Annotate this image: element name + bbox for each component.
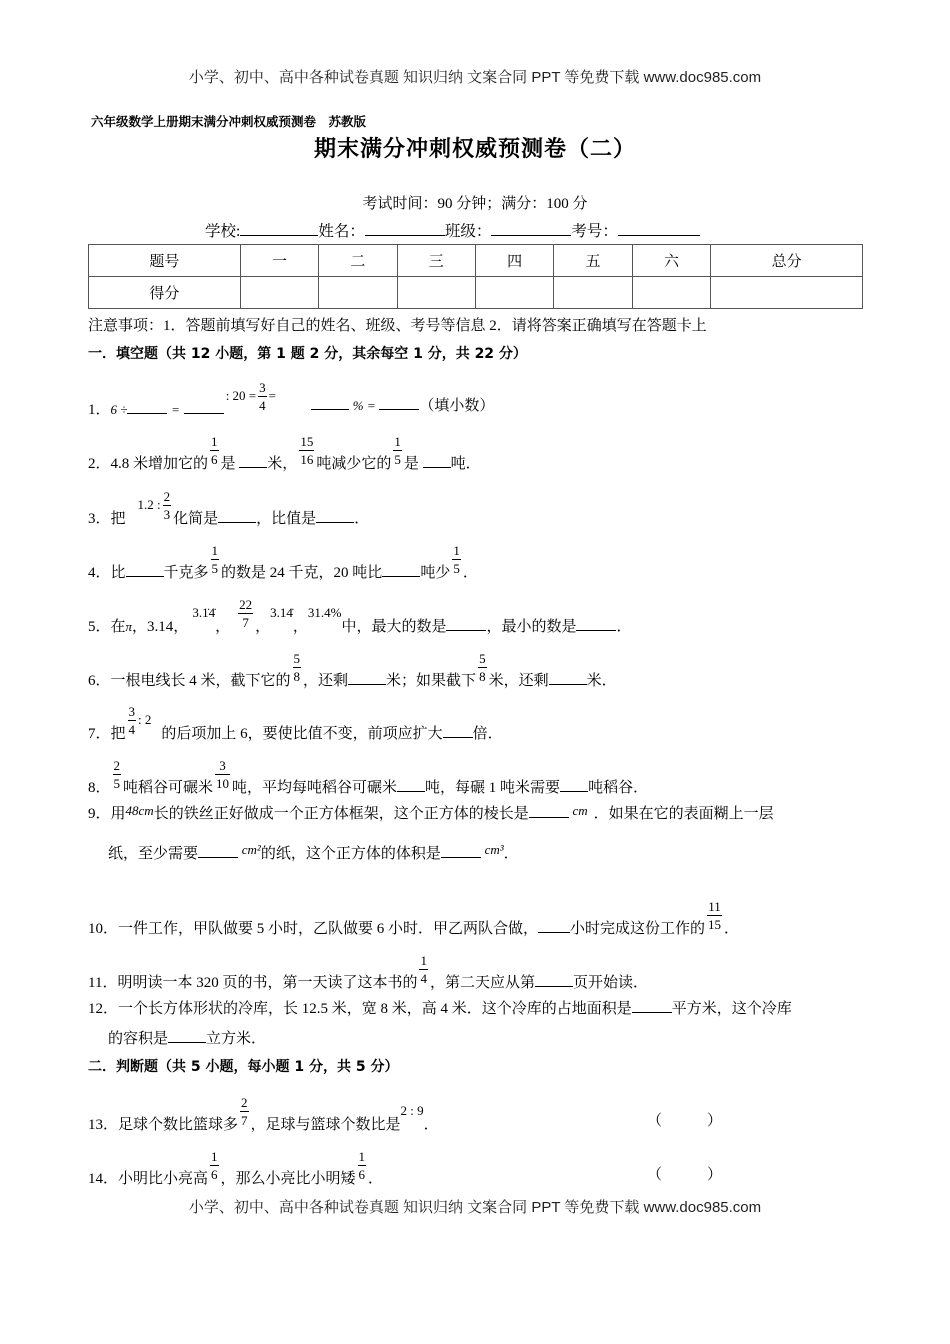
q7-frac-den: 4: [128, 722, 136, 737]
exam-time: 考试时间：90 分钟；满分：100 分: [362, 196, 588, 212]
score-header-cell: 六: [632, 245, 710, 277]
q1-blank-2[interactable]: [184, 413, 224, 414]
q13-frac-num: 2: [241, 1095, 248, 1110]
q5-repeating-1: 3.1̇4̇: [192, 604, 216, 620]
q3-blank-2[interactable]: [316, 522, 354, 523]
q3-number: 3．: [88, 510, 111, 527]
q2-text-6: 吨．: [450, 455, 481, 472]
question-9-cont: [108, 842, 519, 863]
q9-text-5: 的纸，这个正方体的体积是: [260, 846, 441, 862]
q6-blank-1[interactable]: [348, 684, 386, 685]
q5-blank-2[interactable]: [576, 630, 616, 631]
q14-frac1-den: 6: [211, 1167, 218, 1182]
q14-text-3: ．: [368, 1170, 384, 1187]
q4-text-5: ．: [462, 564, 478, 581]
question-4: [88, 543, 478, 590]
q6-text-5: 米．: [586, 672, 617, 689]
q5-text: 在: [110, 618, 126, 635]
q4-number: 4．: [88, 564, 111, 581]
q8-text: 吨稻谷可碾米: [123, 779, 214, 796]
q11-frac-den: 4: [420, 971, 427, 986]
question-12-cont: [108, 1027, 266, 1048]
q7-number: 7．: [88, 725, 111, 742]
q9-text-4: 纸，至少需要: [108, 846, 199, 862]
q1-pct: % =: [352, 398, 376, 413]
q4-frac1-den: 5: [211, 561, 219, 576]
score-cell[interactable]: [319, 277, 397, 309]
q12-blank-2[interactable]: [168, 1042, 206, 1043]
q5-repeating-2: 3.14̇: [270, 604, 293, 620]
q1-tail: （填小数）: [419, 398, 495, 414]
q9-length: 48cm: [125, 803, 154, 818]
score-header-cell: 三: [397, 245, 475, 277]
name-field[interactable]: [365, 235, 445, 236]
q6-frac1-den: 8: [293, 669, 301, 684]
q3-text: 把: [110, 510, 126, 527]
question-1: [88, 380, 276, 427]
q3-ratio: 1.2 :: [137, 496, 161, 512]
q4-text-4: 吨少: [420, 564, 451, 581]
q9-text-6: ．: [503, 846, 519, 862]
q2-number: 2．: [88, 455, 111, 472]
q6-frac2-den: 8: [479, 669, 486, 684]
q1-blank-1[interactable]: [127, 413, 167, 414]
q2-frac3-den: 5: [394, 452, 401, 467]
q8-frac2-den: 10: [216, 776, 230, 791]
q4-frac2-den: 5: [453, 561, 460, 576]
q5-percent: 31.4%: [307, 604, 342, 620]
question-13: [88, 1095, 439, 1142]
info-line: [205, 219, 700, 241]
q2-text-5: 是: [403, 455, 419, 472]
number-field[interactable]: [618, 235, 700, 236]
q10-frac-den: 15: [708, 917, 722, 932]
q11-number: 11．: [88, 974, 118, 991]
question-7: [88, 704, 503, 751]
q7-ratio: : 2: [138, 711, 152, 727]
q8-blank-1[interactable]: [397, 791, 425, 792]
q5-number: 5．: [88, 618, 111, 635]
q11-frac-num: 1: [420, 953, 427, 968]
page-header: 小学、初中、高中各种试卷真题 知识归纳 文案合同 PPT 等免费下载 www.doc985.com: [188, 69, 762, 86]
q8-number: 8．: [88, 779, 111, 796]
score-header-cell: 二: [319, 245, 397, 277]
score-cell[interactable]: [554, 277, 632, 309]
question-14: [88, 1149, 384, 1196]
q1-blank-3[interactable]: [311, 409, 349, 410]
q4-text-2: 千克多: [163, 564, 209, 581]
q14-answer-paren[interactable]: （ ）: [647, 1167, 723, 1183]
q5-pi: π: [125, 618, 133, 634]
q11-blank[interactable]: [535, 986, 573, 987]
q8-frac2-num: 3: [219, 758, 226, 773]
question-12: [88, 997, 792, 1018]
score-cell[interactable]: [711, 277, 863, 309]
q13-text: 足球个数比篮球多: [118, 1116, 239, 1133]
q5-blank-1[interactable]: [446, 630, 486, 631]
q4-blank-1[interactable]: [126, 576, 164, 577]
q1-frac-den: 4: [259, 398, 266, 413]
question-6: [88, 651, 617, 698]
score-header-cell: 总分: [711, 245, 863, 277]
page-title: 期末满分冲刺权威预测卷（二）: [313, 137, 636, 162]
q2-frac2-num: 15: [300, 434, 314, 449]
q10-text-3: ．: [724, 920, 740, 937]
score-cell[interactable]: [475, 277, 553, 309]
q6-text-2: ，还剩: [303, 672, 349, 689]
q4-blank-2[interactable]: [382, 576, 420, 577]
q13-text-3: ．: [423, 1116, 439, 1133]
q11-text-3: 页开始读．: [572, 974, 648, 991]
subtitle: 六年级数学上册期末满分冲刺权威预测卷 苏教版: [91, 115, 367, 129]
q2-frac1-den: 6: [211, 452, 218, 467]
q14-text-2: ，那么小亮比小明矮: [220, 1170, 356, 1187]
q5-text-4: ，最小的数是: [486, 618, 577, 635]
q2-text: 4.8 米增加它的: [110, 455, 209, 472]
score-header-cell: 一: [240, 245, 318, 277]
q13-ratio: 2 : 9: [400, 1102, 424, 1118]
q3-frac-num: 2: [163, 489, 171, 504]
score-table-header-row: [89, 245, 863, 277]
question-1-cont: [311, 394, 494, 415]
q5-text-3: 中，最大的数是: [341, 618, 447, 635]
number-label: 考号：: [571, 223, 618, 240]
question-9: [88, 802, 774, 823]
q7-text-3: 倍．: [472, 725, 503, 742]
q1-ratio: : 20 =: [225, 387, 257, 403]
q6-blank-2[interactable]: [549, 684, 587, 685]
q2-blank-2[interactable]: [423, 467, 451, 468]
question-3: [88, 489, 370, 536]
q5-text-2: ，3.14，: [132, 618, 189, 635]
q6-number: 6．: [88, 672, 111, 689]
question-11: [88, 953, 648, 1000]
q3-frac-den: 3: [163, 507, 171, 522]
q3-text-3: ，比值是: [256, 510, 317, 527]
q12-text-2: 平方米，这个冷库: [671, 1001, 792, 1017]
q9-blank-3[interactable]: [441, 857, 481, 858]
q6-frac1-num: 5: [293, 651, 301, 666]
q14-frac2-num: 1: [358, 1149, 366, 1164]
q6-text: 一根电线长 4 米，截下它的: [110, 672, 291, 689]
score-header-cell: 题号: [89, 245, 241, 277]
score-header-cell: 五: [554, 245, 632, 277]
q3-blank-1[interactable]: [218, 522, 256, 523]
q3-text-4: ．: [354, 510, 370, 527]
q4-text: 比: [110, 564, 126, 581]
q6-text-3: 米；如果截下: [386, 672, 477, 689]
q2-text-4: 吨减少它的: [316, 455, 392, 472]
question-8: [88, 758, 649, 805]
score-header-cell: 四: [475, 245, 553, 277]
q12-text: 一个长方体形状的冷库，长 12.5 米，宽 8 米，高 4 米．这个冷库的占地面积是: [118, 1001, 632, 1017]
q13-number: 13．: [88, 1116, 119, 1133]
q7-frac-num: 3: [128, 704, 136, 719]
q1-eq2: =: [268, 387, 276, 403]
q9-text: 用: [110, 806, 126, 822]
q5-sep: ，: [215, 618, 231, 635]
q7-blank[interactable]: [443, 737, 473, 738]
question-2: [88, 434, 481, 481]
q4-frac2-num: 1: [453, 543, 460, 558]
q9-unit-2: cm²: [241, 842, 261, 857]
score-table: [88, 244, 863, 309]
q10-blank[interactable]: [538, 932, 570, 933]
q14-number: 14．: [88, 1170, 119, 1187]
q9-text-3: ．如果在它的表面糊上一层: [593, 806, 774, 822]
q10-text-2: 小时完成这份工作的: [570, 920, 706, 937]
q8-blank-2[interactable]: [560, 791, 588, 792]
q8-text-3: 吨，每碾 1 吨米需要: [425, 779, 561, 796]
page-footer: 小学、初中、高中各种试卷真题 知识归纳 文案合同 PPT 等免费下载 www.doc985.com: [188, 1199, 762, 1216]
q2-frac2-den: 16: [300, 452, 314, 467]
q14-frac2-den: 6: [358, 1167, 366, 1182]
q8-text-2: 吨，平均每吨稻谷可碾米: [232, 779, 398, 796]
q6-text-4: 米，还剩: [488, 672, 549, 689]
school-label: 学校:: [205, 223, 241, 240]
section-2-heading: 二．判断题（共 5 小题，每小题 1 分，共 5 分）: [88, 1059, 399, 1075]
q12-blank-1[interactable]: [632, 1012, 672, 1013]
q8-frac1-num: 2: [113, 758, 121, 773]
q5-frac-num: 22: [239, 597, 253, 612]
q9-text-2: 长的铁丝正好做成一个正方体框架，这个正方体的棱长是: [153, 806, 529, 822]
score-table-score-row: [89, 277, 863, 309]
question-10: [88, 899, 740, 946]
q11-text: 明明读一本 320 页的书，第一天读了这本书的: [117, 974, 418, 991]
q7-text: 把: [110, 725, 126, 742]
q2-frac1-num: 1: [211, 434, 218, 449]
q1-expr: 6 ÷: [110, 401, 128, 417]
q12-number: 12．: [88, 1001, 119, 1017]
q10-frac-num: 11: [708, 899, 721, 914]
q14-frac1-num: 1: [211, 1149, 218, 1164]
q13-text-2: ，足球与篮球个数比是: [250, 1116, 401, 1133]
question-5: 5．在π，3.14，3.1̇4̇， $\frac{22}{7}$ ，3.14̇，31.4%中，最大的数是 ，最小的数是 ．: [88, 597, 632, 635]
q13-frac-den: 7: [241, 1113, 248, 1128]
score-cell[interactable]: [632, 277, 710, 309]
class-field[interactable]: [491, 235, 571, 236]
q1-frac-num: 3: [259, 380, 266, 395]
q12-text-4: 立方米．: [206, 1031, 267, 1047]
q9-unit-1: cm: [572, 803, 588, 818]
score-cell[interactable]: [240, 277, 318, 309]
q1-number: 1．: [88, 401, 111, 418]
score-cell[interactable]: [397, 277, 475, 309]
q12-text-3: 的容积是: [108, 1031, 169, 1047]
q6-frac2-num: 5: [479, 651, 486, 666]
q10-number: 10．: [88, 920, 119, 937]
q7-text-2: 的后项加上 6，要使比值不变，前项应扩大: [161, 725, 443, 742]
q14-text: 小明比小亮高: [118, 1170, 209, 1187]
q1-eq: =: [171, 401, 180, 417]
q2-blank-1[interactable]: [239, 467, 267, 468]
school-field[interactable]: [240, 235, 318, 236]
q11-text-2: ，第二天应从第: [429, 974, 535, 991]
q4-frac1-num: 1: [211, 543, 219, 558]
q9-blank-2[interactable]: [198, 857, 238, 858]
q9-blank-1[interactable]: [529, 817, 569, 818]
q9-unit-3: cm³: [484, 842, 504, 857]
notice: 注意事项：1．答题前填写好自己的姓名、班级、考号等信息 2．请将答案正确填写在答题卡上: [88, 318, 707, 334]
q5-frac-den: 7: [242, 615, 249, 630]
q10-text: 一件工作，甲队做要 5 小时，乙队做要 6 小时．甲乙两队合做，: [118, 920, 539, 937]
score-row-label: 得分: [89, 277, 241, 309]
class-label: 班级：: [444, 223, 492, 240]
q2-text-3: 米，: [267, 455, 298, 472]
q3-text-2: 化简是: [173, 510, 219, 527]
q2-text-2: 是: [220, 455, 236, 472]
q2-frac3-num: 1: [394, 434, 401, 449]
q1-blank-4[interactable]: [379, 409, 419, 410]
q8-text-4: 吨稻谷．: [588, 779, 649, 796]
q4-text-3: 的数是 24 千克，20 吨比: [221, 564, 383, 581]
q9-number: 9．: [88, 806, 111, 822]
section-1-heading: 一．填空题（共 12 小题，第 1 题 2 分，其余每空 1 分，共 22 分）: [88, 346, 527, 362]
q8-frac1-den: 5: [113, 776, 121, 791]
q13-answer-paren[interactable]: （ ）: [647, 1113, 723, 1129]
q5-text-5: ．: [616, 618, 632, 635]
name-label: 姓名：: [318, 223, 365, 240]
